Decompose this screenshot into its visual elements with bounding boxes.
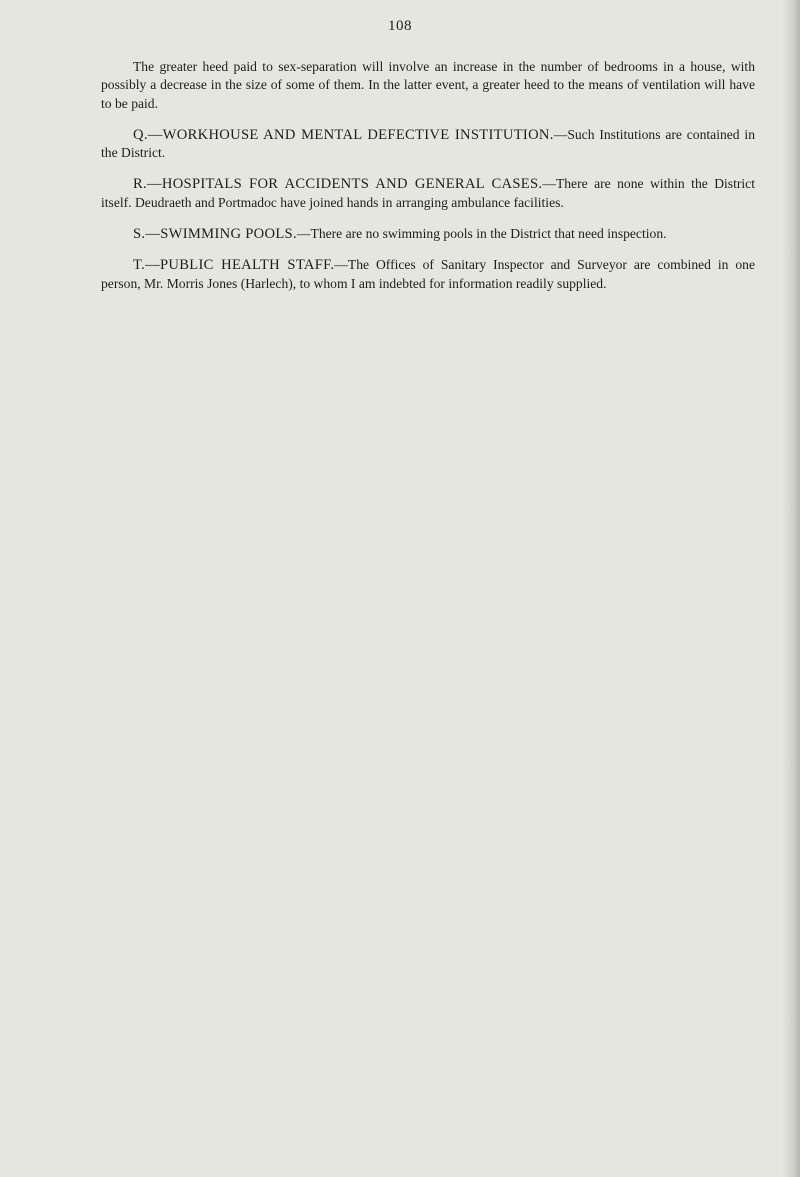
- section-q-text: —Such Institutions are contained in the District.: [101, 126, 755, 161]
- paragraph-intro: [101, 58, 755, 113]
- page-number: 108: [388, 18, 412, 34]
- section-r-hospitals: [101, 175, 755, 212]
- section-t-public-health-staff: [101, 256, 755, 293]
- section-t-text: —The Offices of Sanitary Inspector and Surveyor are combined in one person, Mr. Morris Jones (Harlech), to whom I am indebted for information readily supplied.: [101, 257, 755, 291]
- page-edge-shadow: [782, 0, 800, 1177]
- section-s-heading: S.—SWIMMING POOLS.: [133, 226, 297, 243]
- section-s-text: —There are no swimming pools in the District that need inspection.: [296, 226, 667, 242]
- section-s-swimming-pools: [101, 225, 755, 243]
- section-q-workhouse: [101, 126, 755, 163]
- paragraph-intro-text: The greater heed paid to sex-separation will involve an increase in the number of bedrooms in a house, with possibly a decrease in the size of some of them. In the latter event, a greater heed to the means of ventilation will have to be paid.: [101, 59, 755, 111]
- section-r-text: —There are none within the District itself. Deudraeth and Portmadoc have joined hands in arranging ambulance facilities.: [101, 176, 755, 210]
- section-r-heading: R.—HOSPITALS FOR ACCIDENTS AND GENERAL CASES.: [133, 176, 543, 193]
- section-q-heading: Q.—WORKHOUSE AND MENTAL DEFECTIVE INSTITUTION.: [133, 126, 554, 143]
- section-t-heading: T.—PUBLIC HEALTH STAFF.: [133, 257, 335, 274]
- document-body: [101, 58, 755, 306]
